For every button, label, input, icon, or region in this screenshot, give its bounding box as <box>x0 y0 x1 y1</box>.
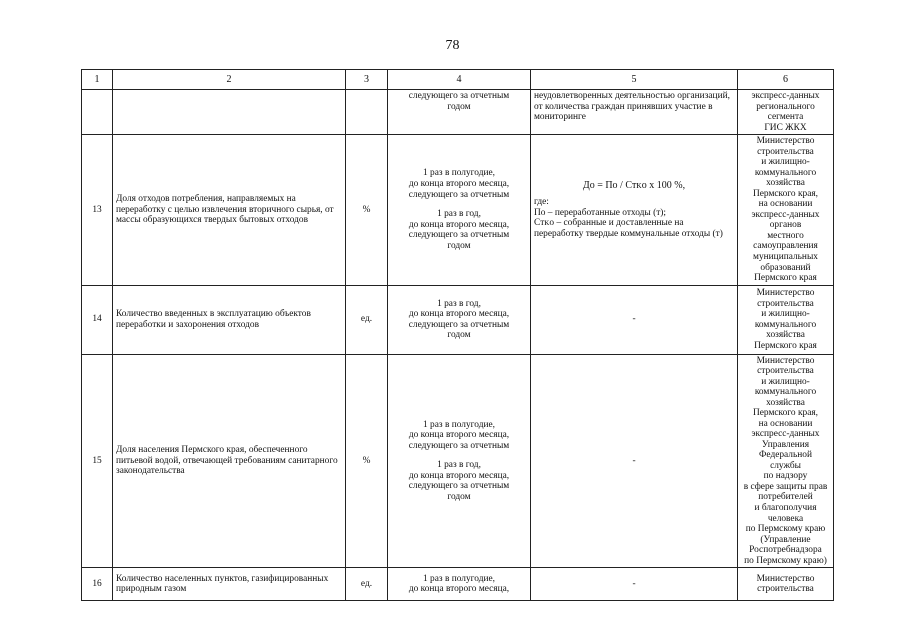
table-row-13 <box>82 135 834 285</box>
cell-name: Доля отходов потребления, направляемых на переработку с целью извлечения вторичного сырья, от массы образующихся твердых бытовых отходов <box>113 135 346 285</box>
header-col-3: 3 <box>346 70 388 90</box>
cell-period <box>388 354 531 568</box>
period-semiannual: 1 раз в полугодие, до конца второго месяца, следующего за отчетным <box>408 168 510 200</box>
formula-where: где: <box>534 197 549 208</box>
cell-method: - <box>531 285 738 354</box>
cell-name <box>113 90 346 135</box>
header-col-4: 4 <box>388 70 531 90</box>
period-annual: 1 раз в год, до конца второго месяца, следующего за отчетным годом <box>408 209 510 251</box>
header-col-2: 2 <box>113 70 346 90</box>
formula-def-collected: Сᴛᴋᴏ – собранные и доставленные на переработку твердые коммунальные отходы (т) <box>534 218 723 239</box>
cell-num: 14 <box>82 285 113 354</box>
cell-name: Доля населения Пермского края, обеспеченного питьевой водой, отвечающей требованиям санитарного законодательства <box>113 354 346 568</box>
cell-unit: ед. <box>346 568 388 601</box>
cell-unit: % <box>346 354 388 568</box>
cell-unit: % <box>346 135 388 285</box>
cell-unit: ед. <box>346 285 388 354</box>
table-row-16 <box>82 568 834 601</box>
period-annual: 1 раз в год, до конца второго месяца, следующего за отчетным годом <box>408 460 510 502</box>
cell-num: 15 <box>82 354 113 568</box>
header-col-6: 6 <box>738 70 834 90</box>
cell-num <box>82 90 113 135</box>
formula-def-processed: Пᴏ – переработанные отходы (т); <box>534 207 667 218</box>
cell-num: 13 <box>82 135 113 285</box>
cell-period <box>388 135 531 285</box>
cell-period: следующего за отчетным годом <box>388 90 531 135</box>
formula: Дᴏ = Пᴏ / Сᴛᴋᴏ x 100 %, <box>582 180 686 192</box>
cell-source: Министерство строительства и жилищно- коммунального хозяйства Пермского края <box>738 285 834 354</box>
cell-method: - <box>531 568 738 601</box>
table-header-row <box>82 70 834 90</box>
cell-period: 1 раз в полугодие, до конца второго месяца, <box>388 568 531 601</box>
table-row-14 <box>82 285 834 354</box>
cell-unit <box>346 90 388 135</box>
cell-method: - <box>531 354 738 568</box>
table-row-continued <box>82 90 834 135</box>
cell-num: 16 <box>82 568 113 601</box>
cell-source: Министерство строительства и жилищно- коммунального хозяйства Пермского края, на основании экспресс-данных Управления Федеральной службы по надзору в сфере защиты прав потребителей и благополучия человека по Пермскому краю (Управление Роспотребнадзора по Пермскому краю) <box>738 354 834 568</box>
indicators-table <box>81 69 834 601</box>
cell-method: неудовлетворенных деятельностью организаций, от количества граждан принявших участие в мониторинге <box>531 90 738 135</box>
cell-name: Количество населенных пунктов, газифицированных природным газом <box>113 568 346 601</box>
page-number: 78 <box>445 38 460 53</box>
cell-source: Министерство строительства <box>738 568 834 601</box>
cell-name: Количество введенных в эксплуатацию объектов переработки и захоронения отходов <box>113 285 346 354</box>
period-semiannual: 1 раз в полугодие, до конца второго месяца, следующего за отчетным <box>408 419 510 451</box>
cell-period: 1 раз в год, до конца второго месяца, следующего за отчетным годом <box>388 285 531 354</box>
cell-method <box>531 135 738 285</box>
header-col-1: 1 <box>82 70 113 90</box>
table-row-15 <box>82 354 834 568</box>
header-col-5: 5 <box>531 70 738 90</box>
cell-source: Министерство строительства и жилищно- коммунального хозяйства Пермского края, на основании экспресс-данных органов местного самоуправления муниципальных образований Пермского края <box>738 135 834 285</box>
cell-source: экспресс-данных регионального сегмента ГИС ЖКХ <box>738 90 834 135</box>
